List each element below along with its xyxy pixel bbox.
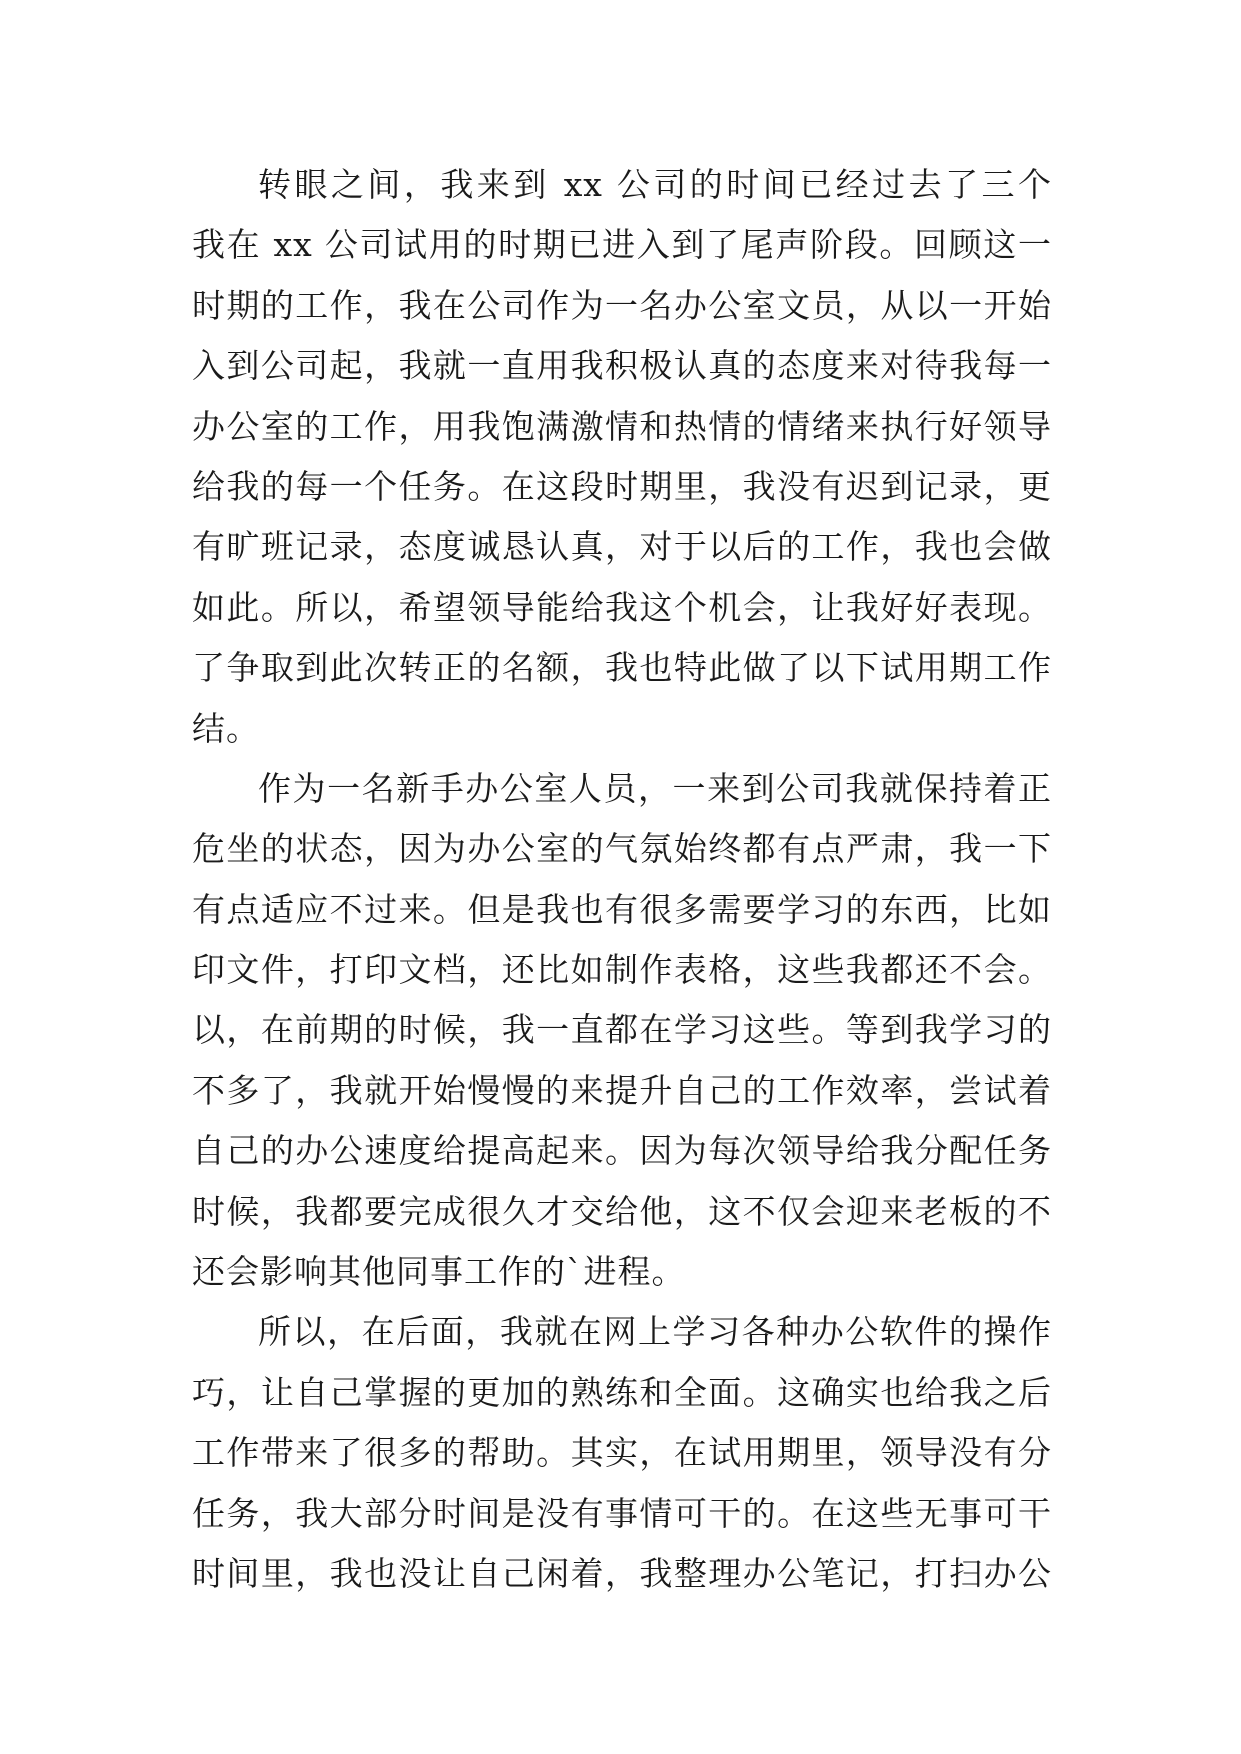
document-body xyxy=(192,155,1052,1604)
text-line: 任务，我大部分时间是没有事情可干的。在这些无事可干 xyxy=(192,1493,1052,1533)
paragraph-2 xyxy=(192,759,1052,1303)
text-line: 时候，我都要完成很久才交给他，这不仅会迎来老板的不 xyxy=(192,1191,1052,1231)
text-line: 办公室的工作，用我饱满激情和热情的情绪来执行好领导 xyxy=(192,406,1052,446)
text-line: 作为一名新手办公室人员，一来到公司我就保持着正 xyxy=(258,768,1052,808)
text-line: 印文件，打印文档，还比如制作表格，这些我都还不会。 xyxy=(192,950,1052,990)
text-line: 结。 xyxy=(192,708,260,748)
text-line: 还会影响其他同事工作的`进程。 xyxy=(192,1252,686,1292)
text-line: 以，在前期的时候，我一直都在学习这些。等到我学习的 xyxy=(192,1010,1052,1050)
text-line: 转眼之间，我来到 xx 公司的时间已经过去了三个 xyxy=(258,165,1052,204)
paragraph-3 xyxy=(192,1302,1052,1604)
paragraph-1 xyxy=(192,155,1052,759)
text-line: 给我的每一个任务。在这段时期里，我没有迟到记录，更 xyxy=(192,466,1052,506)
text-line: 了争取到此次转正的名额，我也特此做了以下试用期工作 xyxy=(192,648,1052,688)
text-line: 有点适应不过来。但是我也有很多需要学习的东西，比如 xyxy=(192,889,1052,929)
text-line: 如此。所以，希望领导能给我这个机会，让我好好表现。 xyxy=(192,587,1052,627)
text-line: 所以，在后面，我就在网上学习各种办公软件的操作 xyxy=(258,1312,1052,1352)
text-line: 自己的办公速度给提高起来。因为每次领导给我分配任务 xyxy=(192,1131,1052,1171)
text-line: 危坐的状态，因为办公室的气氛始终都有点严肃，我一下 xyxy=(192,829,1052,869)
text-line: 巧，让自己掌握的更加的熟练和全面。这确实也给我之后 xyxy=(192,1372,1052,1412)
text-line: 时间里，我也没让自己闲着，我整理办公笔记，打扫办公 xyxy=(192,1553,1052,1593)
text-line: 我在 xx 公司试用的时期已进入到了尾声阶段。回顾这一 xyxy=(192,225,1052,265)
text-line: 不多了，我就开始慢慢的来提升自己的工作效率，尝试着 xyxy=(192,1070,1052,1110)
text-line: 入到公司起，我就一直用我积极认真的态度来对待我每一 xyxy=(192,346,1052,386)
text-line: 时期的工作，我在公司作为一名办公室文员，从以一开始 xyxy=(192,285,1052,325)
text-line: 工作带来了很多的帮助。其实，在试用期里，领导没有分 xyxy=(192,1433,1052,1473)
text-line: 有旷班记录，态度诚恳认真，对于以后的工作，我也会做 xyxy=(192,527,1052,567)
